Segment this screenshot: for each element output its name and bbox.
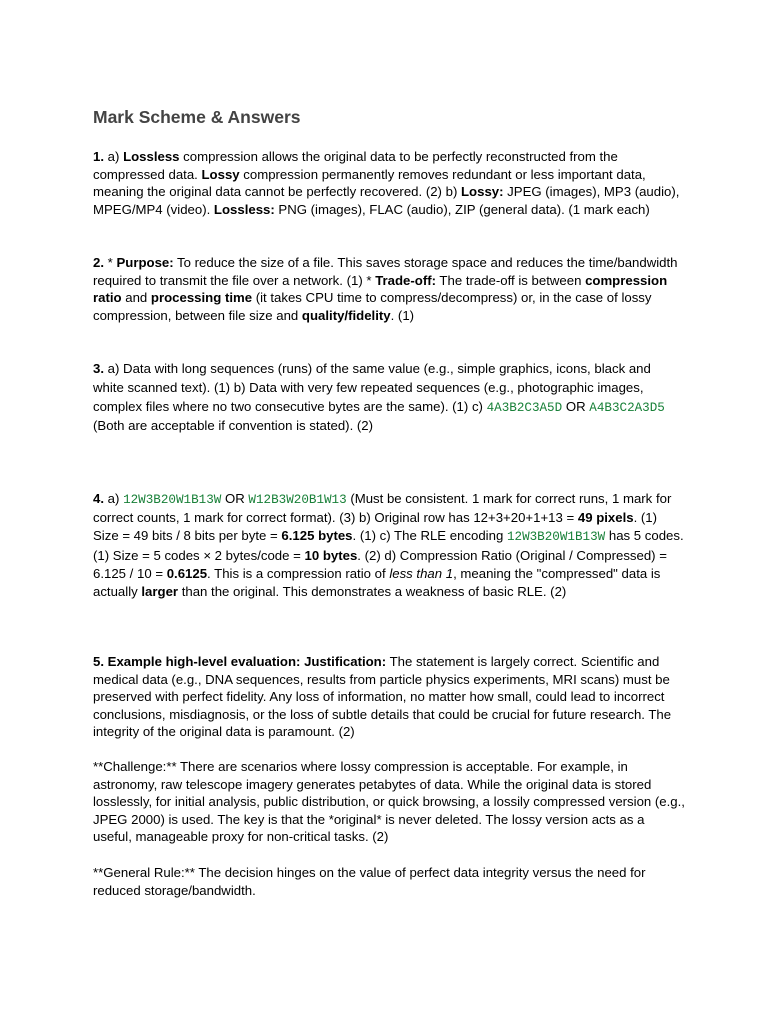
challenge-paragraph: **Challenge:** There are scenarios where lossy compression is acceptable. For example, in astronomy, raw telescope imagery generates petabytes of data. While the original data is stored losslessly, for initial analysis, public distribution, or quick browsing, a lossily compressed version (e.g., JPEG 2000) is used. The key is that the *original* is never deleted. The lossy version acts as a useful, manageable proxy for non-critical tasks. (2): [93, 759, 685, 845]
page-title: Mark Scheme & Answers: [93, 107, 301, 127]
code-snippet: A4B3C2A3D5: [589, 400, 665, 415]
answer-1: 1. a) Lossless compression allows the original data to be perfectly reconstructed from the compressed data. Lossy compression permanently removes redundant or less important data, meaning the original data cannot be perfectly recovered. (2) b) Lossy: JPEG (images), MP3 (audio), MPEG/MP4 (video). Lossless: PNG (images), FLAC (audio), ZIP (general data). (1 mark each): [93, 149, 680, 217]
answer-3: 3. a) Data with long sequences (runs) of the same value (e.g., simple graphics, icons, black and white scanned text). (1) b) Data with very few repeated sequences (e.g., photographic images, complex files where no two consecutive bytes are the same). (1) c) 4A3B2C3A5D OR A4B3C2A3D5 (Both are acceptable if convention is stated). (2): [93, 361, 665, 434]
general-rule-paragraph: **General Rule:** The decision hinges on the value of perfect data integrity versus the need for reduced storage/bandwidth.: [93, 865, 646, 898]
code-snippet: 4A3B2C3A5D: [486, 400, 563, 415]
answer-2: 2. * Purpose: To reduce the size of a file. This saves storage space and reduces the time/bandwidth required to transmit the file over a network. (1) * Trade-off: The trade-off is between compression ratio and processing time (it takes CPU time to compress/decompress) or, in the case of lossy compression, between file size and quality/fidelity. (1): [93, 255, 678, 323]
code-snippet: W12B3W20B1W13: [248, 493, 347, 507]
code-snippet: 12W3B20W1B13W: [123, 493, 222, 507]
code-snippet: 12W3B20W1B13W: [506, 530, 606, 545]
answer-number: 4.: [93, 491, 104, 506]
answer-4: 4. a) 12W3B20W1B13W OR W12B3W20B1W13 (Must be consistent. 1 mark for correct runs, 1 mark for correct counts, 1 mark for correct format). (3) b) Original row has 12+3+20+1+13 = 49 pixels. (1) Size = 49 bits / 8 bits per byte = 6.125 bytes. (1) c) The RLE encoding 12W3B20W1B13W has 5 codes. (1) Size = 5 codes × 2 bytes/code = 10 bytes. (2) d) Compression Ratio (Original / Compressed) = 6.125 / 10 = 0.6125. This is a compression ratio of less than 1, meaning the "compressed" data is actually larger than the original. This demonstrates a weakness of basic RLE. (2): [93, 491, 684, 600]
answer-number: 5. Example high-level evaluation: Justification:: [93, 654, 387, 669]
answer-5: 5. Example high-level evaluation: Justification: The statement is largely correct. Scientific and medical data (e.g., DNA sequences, results from particle physics experiments, MRI scans) must be preserved with perfect fidelity. Any loss of information, no matter how small, could lead to incorrect conclusions, misdiagnosis, or the loss of subtle details that could be crucial for future research. The integrity of the original data is paramount. (2): [93, 654, 672, 740]
answer-number: 2.: [93, 255, 104, 270]
answer-number: 3.: [93, 361, 104, 376]
answer-number: 1.: [93, 149, 104, 164]
